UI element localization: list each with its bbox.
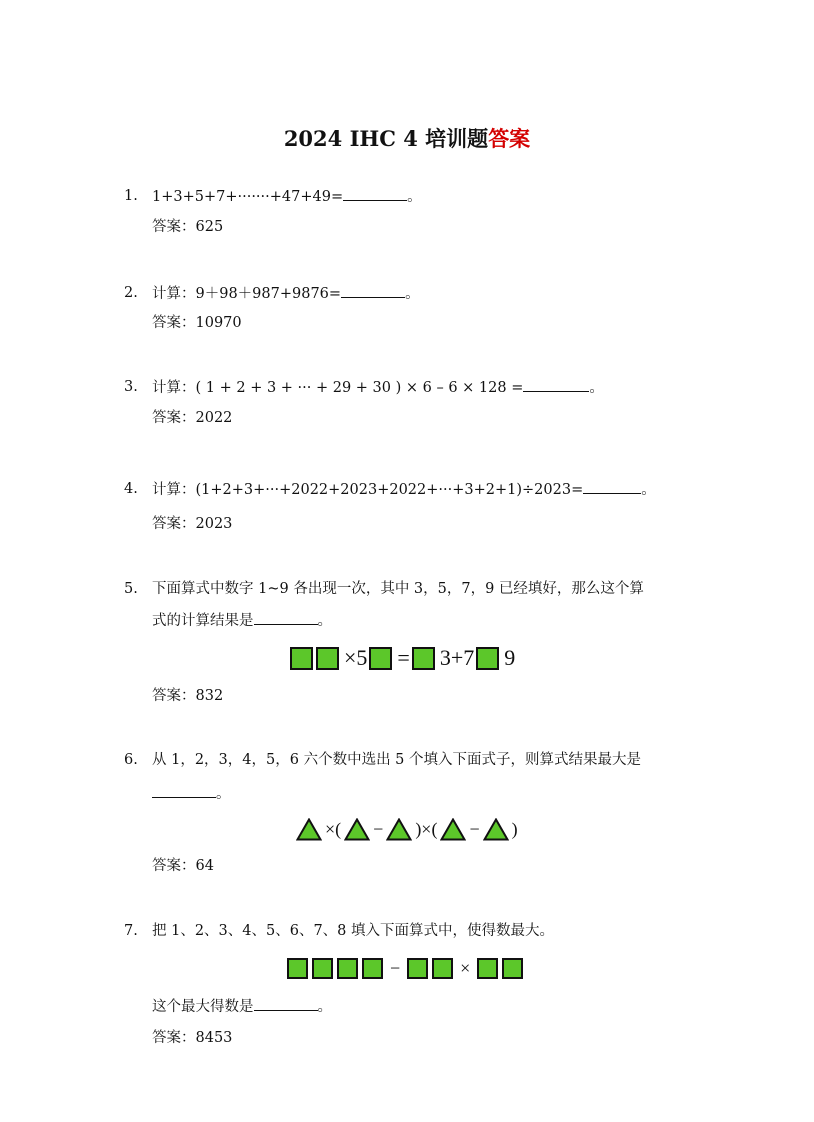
question-text: 下面算式中数字 1~9 各出现一次，其中 3，5，7，9 已经填好，那么这个算: [152, 581, 644, 597]
page-title: 2024 IHC 4 培训题答案: [283, 126, 531, 151]
question-number: 2.: [124, 285, 138, 301]
green-triangle-icon: [386, 818, 412, 841]
green-triangle-icon: [344, 818, 370, 841]
green-square-icon: [502, 958, 523, 979]
equation-figure-5: [290, 645, 517, 671]
green-triangle-icon: [296, 818, 322, 841]
green-square-icon: [290, 647, 313, 670]
answer-blank: [343, 186, 407, 201]
figure-text: 9: [504, 645, 516, 670]
question-number: 5.: [124, 581, 138, 597]
answer-text: 答案：64: [152, 858, 214, 874]
figure-text: −: [373, 818, 384, 839]
answer-text: 答案：2023: [152, 516, 233, 532]
question-number: 7.: [124, 923, 138, 939]
green-triangle-icon: [483, 818, 509, 841]
question-text-cont: 。: [152, 783, 231, 804]
green-square-icon: [476, 647, 499, 670]
answer-blank: [254, 996, 318, 1011]
figure-text: =: [397, 645, 410, 670]
answer-text: 答案：8453: [152, 1030, 233, 1046]
green-square-icon: [369, 647, 392, 670]
question-text-cont: 式的计算结果是 。: [152, 610, 332, 631]
answer-text: 答案：625: [152, 219, 224, 235]
green-square-icon: [316, 647, 339, 670]
question-number: 3.: [124, 379, 138, 395]
question-number: 4.: [124, 481, 138, 497]
equation-figure-7: [287, 956, 523, 980]
green-square-icon: [412, 647, 435, 670]
question-text: 计算：(1+2+3+···+2022+2023+2022+···+3+2+1)÷2023= 。: [152, 479, 656, 500]
question-text: 计算：( 1 + 2 + 3 + ··· + 29 + 30 ) × 6 – 6 × 128 = 。: [152, 377, 604, 398]
figure-text: −: [469, 818, 480, 839]
question-text: 1+3+5+7+·······+47+49= 。: [152, 186, 422, 207]
green-triangle-icon: [440, 818, 466, 841]
question-text: 计算：9＋98＋987+9876= 。: [152, 283, 420, 304]
figure-text: ): [511, 818, 518, 839]
green-square-icon: [432, 958, 453, 979]
question-text-cont: 这个最大得数是 。: [152, 996, 332, 1017]
question-text: 把 1、2、3、4、5、6、7、8 填入下面算式中，使得数最大。: [152, 923, 555, 939]
green-square-icon: [337, 958, 358, 979]
figure-text: −: [390, 957, 401, 978]
answer-text: 答案：10970: [152, 315, 242, 331]
green-square-icon: [477, 958, 498, 979]
answer-text: 答案：2022: [152, 410, 233, 426]
figure-text: )×(: [415, 818, 438, 839]
green-square-icon: [407, 958, 428, 979]
answer-blank: [523, 377, 589, 392]
answer-blank: [341, 283, 405, 298]
figure-text: ×(: [325, 818, 342, 839]
answer-blank: [152, 783, 216, 798]
figure-text: 3+7: [439, 645, 475, 670]
green-square-icon: [312, 958, 333, 979]
green-square-icon: [362, 958, 383, 979]
answer-blank: [254, 610, 318, 625]
question-number: 6.: [124, 752, 138, 768]
figure-text: ×5: [344, 645, 368, 670]
answer-text: 答案：832: [152, 688, 224, 704]
question-number: 1.: [124, 188, 138, 204]
green-square-icon: [287, 958, 308, 979]
question-text: 从 1，2，3，4，5，6 六个数中选出 5 个填入下面式子，则算式结果最大是: [152, 752, 642, 768]
answer-blank: [583, 479, 641, 494]
title-highlight: 答案: [488, 126, 531, 151]
figure-text: ×: [460, 957, 471, 978]
equation-figure-6: [296, 816, 521, 842]
